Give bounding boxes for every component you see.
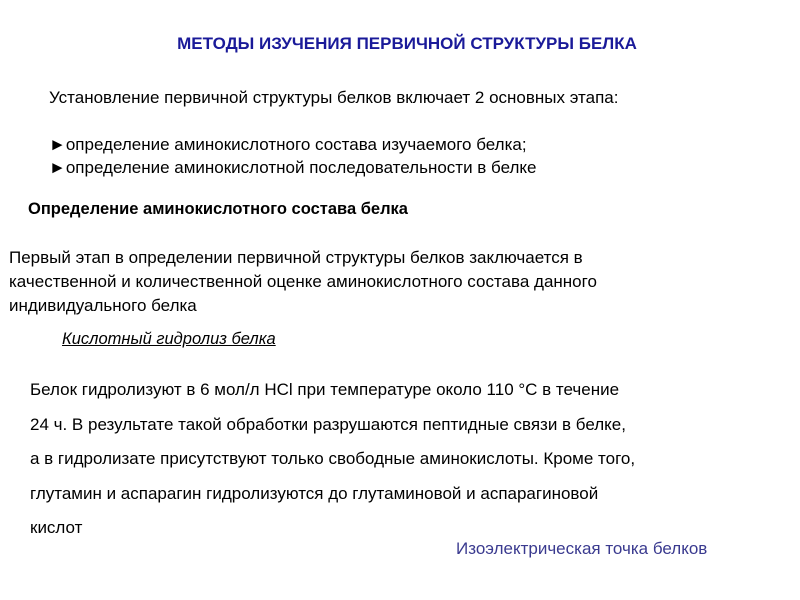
paragraph-line: качественной и количественной оценке аминокислотного состава данного bbox=[9, 272, 597, 291]
paragraph-line: Первый этап в определении первичной структуры белков заключается в bbox=[9, 248, 583, 267]
intro-text: Установление первичной структуры белков включает 2 основных этапа: bbox=[49, 88, 619, 107]
paragraph-line: индивидуального белка bbox=[9, 296, 197, 315]
paragraph-line: глутамин и аспарагин гидролизуются до глутаминовой и аспарагиновой bbox=[30, 483, 599, 503]
paragraph-line: кислот bbox=[30, 518, 83, 537]
hydrolysis-paragraph bbox=[30, 373, 635, 546]
hydrolysis-heading: Кислотный гидролиз белка bbox=[62, 330, 276, 348]
isoelectric-point-link[interactable]: Изоэлектрическая точка белков bbox=[456, 539, 708, 558]
stage-item-2: ►определение аминокислотной последовательности в белке bbox=[49, 158, 537, 177]
page-title: МЕТОДЫ ИЗУЧЕНИЯ ПЕРВИЧНОЙ СТРУКТУРЫ БЕЛКА bbox=[177, 34, 637, 53]
section-heading: Определение аминокислотного состава белка bbox=[28, 200, 408, 218]
paragraph-line: 24 ч. В результате такой обработки разрушаются пептидные связи в белке, bbox=[30, 414, 626, 434]
paragraph-line: Белок гидролизуют в 6 мол/л HCl при температуре около 110 °С в течение bbox=[30, 380, 620, 399]
paragraph-line: а в гидролизате присутствуют только свободные аминокислоты. Кроме того, bbox=[30, 449, 636, 468]
stage-item-1: ►определение аминокислотного состава изучаемого белка; bbox=[49, 135, 527, 154]
first-stage-paragraph bbox=[9, 246, 769, 318]
